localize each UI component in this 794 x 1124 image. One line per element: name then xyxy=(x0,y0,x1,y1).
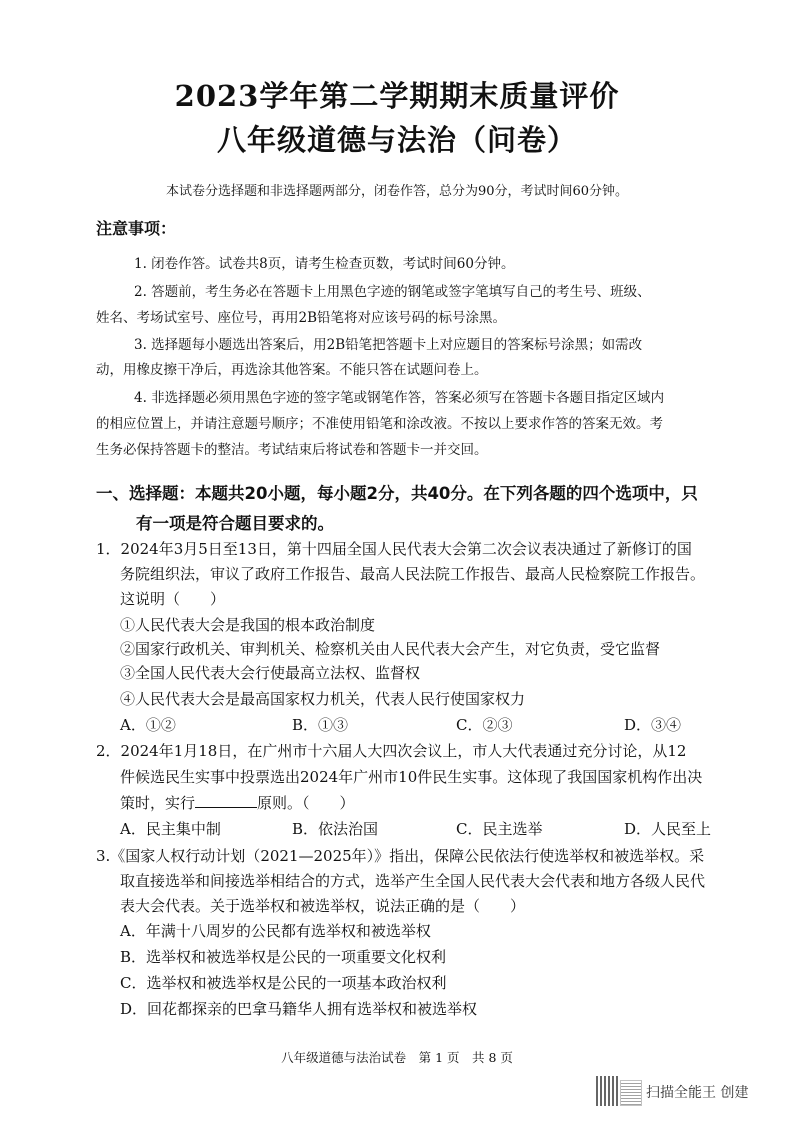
note-line: 姓名、考场试室号、座位号，再用2B铅笔将对应该号码的标号涂黑。 xyxy=(96,310,507,326)
note-line: 3. 选择题每小题选出答案后，用2B铅笔把答题卡上对应题目的答案标号涂黑；如需改 xyxy=(134,337,643,353)
note-line: 1. 闭卷作答。试卷共8页，请考生检查页数，考试时间60分钟。 xyxy=(134,256,515,272)
question-1-line: 这说明（ ） xyxy=(120,590,226,608)
question-2-line: 件候选民生实事中投票选出2024年广州市10件民生实事。这体现了我国国家机构作出决 xyxy=(120,768,703,786)
page-footer: 八年级道德与法治试卷 第 1 页 共 8 页 xyxy=(281,1050,513,1065)
question-3-line: 3.《国家人权行动计划（2021—2025年）》指出，保障公民依法行使选举权和被选举权。采 xyxy=(96,847,705,865)
question-2-line: 2．2024年1月18日，在广州市十六届人大四次会议上，市人大代表通过充分讨论，从12 xyxy=(96,742,687,760)
question-3-line: 取直接选举和间接选举相结合的方式，选举产生全国人民代表大会代表和地方各级人民代 xyxy=(120,872,706,890)
question-2-line3-post: 原则。（ ） xyxy=(257,794,355,812)
question-3-option-b: B．选举权和被选举权是公民的一项重要文化权利 xyxy=(120,948,447,966)
question-2-option-c: C．民主选举 xyxy=(456,820,543,838)
question-1-statement: ④人民代表大会是最高国家权力机关，代表人民行使国家权力 xyxy=(120,690,526,708)
question-3-option-c: C．选举权和被选举权是公民的一项基本政治权利 xyxy=(120,974,447,992)
question-1-statement: ①人民代表大会是我国的根本政治制度 xyxy=(120,616,376,634)
question-1-option-b: B．①③ xyxy=(292,716,349,734)
watermark-text: 扫描全能王 创建 xyxy=(646,1085,749,1101)
note-line: 4. 非选择题必须用黑色字迹的签字笔或钢笔作答，答案必须写在答题卡各题目指定区域内 xyxy=(134,390,665,406)
scanner-logo-icon xyxy=(620,1080,642,1106)
note-line: 的相应位置上，并请注意题号顺序；不准使用铅笔和涂改液。不按以上要求作答的答案无效。考 xyxy=(96,416,663,432)
scanner-watermark xyxy=(596,1076,776,1110)
question-2-line3-pre: 策时，实行 xyxy=(120,794,196,812)
exam-subtitle: 八年级道德与法治（问卷） xyxy=(216,123,577,157)
question-1-statement: ③全国人民代表大会行使最高立法权、监督权 xyxy=(120,664,421,682)
question-2-option-a: A．民主集中制 xyxy=(120,820,221,838)
exam-intro: 本试卷分选择题和非选择题两部分，闭卷作答，总分为90分，考试时间60分钟。 xyxy=(165,184,629,199)
notes-heading: 注意事项： xyxy=(96,219,177,238)
note-line: 生务必保持答题卡的整洁。考试结束后将试卷和答题卡一并交回。 xyxy=(96,442,488,458)
question-1-option-a: A．①② xyxy=(120,716,176,734)
question-2-line3 xyxy=(120,792,355,813)
question-1-line: 务院组织法，审议了政府工作报告、最高人民法院工作报告、最高人民检察院工作报告。 xyxy=(120,565,706,583)
question-2-option-b: B．依法治国 xyxy=(292,820,379,838)
question-1-option-c: C．②③ xyxy=(456,716,513,734)
section-heading: 一、选择题：本题共20小题，每小题2分，共40分。在下列各题的四个选项中，只 xyxy=(96,484,698,503)
question-1-statement: ②国家行政机关、审判机关、检察机关由人民代表大会产生，对它负责，受它监督 xyxy=(120,640,661,658)
note-line: 2. 答题前，考生务必在答题卡上用黑色字迹的钢笔或签字笔填写自己的考生号、班级、 xyxy=(134,284,651,300)
qr-code-icon xyxy=(596,1076,618,1106)
section-heading-cont: 有一项是符合题目要求的。 xyxy=(136,514,334,533)
question-3-line: 表大会代表。关于选举权和被选举权，说法正确的是（ ） xyxy=(120,897,526,915)
question-2-option-d: D．人民至上 xyxy=(624,820,712,838)
exam-title: 2023学年第二学期期末质量评价 xyxy=(174,79,620,113)
question-1-option-d: D．③④ xyxy=(624,716,682,734)
question-1-line: 1．2024年3月5日至13日，第十四届全国人民代表大会第二次会议表决通过了新修订的国 xyxy=(96,540,692,558)
question-3-option-d: D．回花都探亲的巴拿马籍华人拥有选举权和被选举权 xyxy=(120,1000,478,1018)
answer-blank xyxy=(195,793,257,808)
note-line: 动，用橡皮擦干净后，再选涂其他答案。不能只答在试题问卷上。 xyxy=(96,362,488,378)
question-3-option-a: A．年满十八周岁的公民都有选举权和被选举权 xyxy=(120,922,431,940)
